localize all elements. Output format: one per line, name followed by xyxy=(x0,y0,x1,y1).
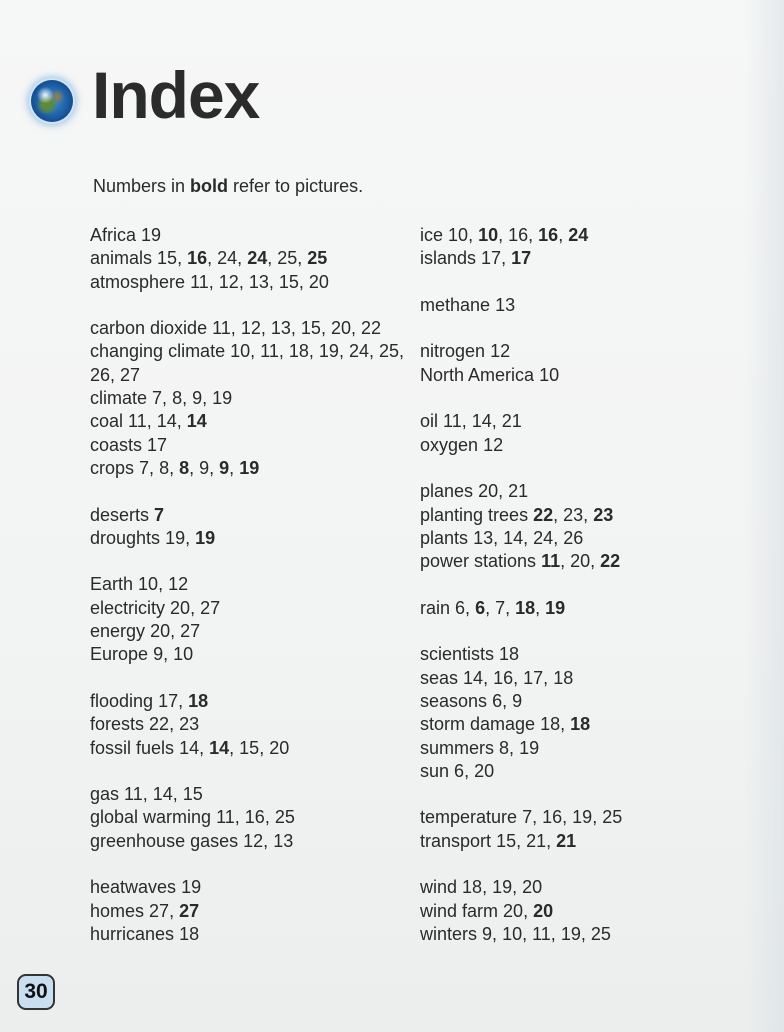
index-term: planting trees xyxy=(420,504,529,525)
page-ref: 14 xyxy=(503,527,524,548)
page-ref: 22 xyxy=(149,714,170,735)
index-entry: temperature 7, 16, 19, 25 xyxy=(420,807,623,828)
index-term: Earth xyxy=(90,574,134,595)
page-ref: 12 xyxy=(483,434,504,455)
page-ref: 8 xyxy=(159,457,170,478)
page-ref: 7 xyxy=(152,388,163,409)
index-term: atmosphere xyxy=(90,271,186,292)
page-ref: 9 xyxy=(512,690,523,711)
index-term: deserts xyxy=(90,504,150,525)
index-entry: carbon dioxide 11, 12, 13, 15, 20, 22 xyxy=(90,318,382,339)
page-ref: 15 xyxy=(239,737,260,758)
page-ref: 24 xyxy=(533,527,554,548)
page-ref: 20 xyxy=(503,900,524,921)
index-letter-group xyxy=(420,806,622,853)
index-term: methane xyxy=(420,294,491,315)
index-term: energy xyxy=(90,621,146,642)
index-entry: greenhouse gases 12, 13 xyxy=(90,830,294,851)
picture-page-ref: 14 xyxy=(186,411,207,432)
index-letter-group xyxy=(420,340,622,387)
page-ref: 18 xyxy=(179,923,200,944)
index-term: hurricanes xyxy=(90,923,175,944)
index-letter-group xyxy=(90,504,420,551)
page-ref: 17 xyxy=(523,667,544,688)
page-ref: 19 xyxy=(212,388,233,409)
index-entry: electricity 20, 27 xyxy=(90,597,221,618)
page-ref: 18 xyxy=(462,877,483,898)
index-letter-group xyxy=(420,643,622,783)
page-ref: 25 xyxy=(277,248,298,269)
index-entry: ice 10, 10, 16, 16, 24 xyxy=(420,225,589,245)
page-ref: 15 xyxy=(278,271,299,292)
page-ref: 16 xyxy=(508,225,529,245)
picture-page-ref: 22 xyxy=(600,551,621,572)
page-ref: 10 xyxy=(230,341,251,362)
page-ref: 27 xyxy=(180,621,201,642)
index-term: sun xyxy=(420,760,450,781)
picture-page-ref: 10 xyxy=(478,225,499,245)
picture-page-ref: 25 xyxy=(307,248,328,269)
page-ref: 15 xyxy=(300,318,321,339)
index-term: changing climate xyxy=(90,341,226,362)
picture-page-ref: 18 xyxy=(515,597,536,618)
page-ref: 20 xyxy=(330,318,351,339)
picture-page-ref: 23 xyxy=(593,504,614,525)
page-ref: 16 xyxy=(542,807,563,828)
index-entry: global warming 11, 16, 25 xyxy=(90,807,295,828)
page-ref: 15 xyxy=(157,248,178,269)
page-ref: 6 xyxy=(455,597,466,618)
page-ref: 20 xyxy=(170,597,191,618)
picture-page-ref: 16 xyxy=(538,225,559,245)
index-term: crops xyxy=(90,457,135,478)
index-column-right xyxy=(420,224,622,970)
page-ref: 7 xyxy=(139,457,150,478)
page-ref: 9 xyxy=(153,644,164,665)
index-entry: homes 27, 27 xyxy=(90,900,200,921)
index-letter-group xyxy=(420,294,622,317)
page-ref: 11 xyxy=(216,807,235,828)
page-ref: 14 xyxy=(156,411,177,432)
page-ref: 19 xyxy=(165,527,186,548)
page-ref: 21 xyxy=(526,830,547,851)
index-entry xyxy=(420,364,622,387)
index-term: transport xyxy=(420,830,492,851)
index-entry: droughts 19, 19 xyxy=(90,527,216,548)
picture-page-ref: 19 xyxy=(239,457,260,478)
page-ref: 11 xyxy=(532,923,551,944)
index-letter-group xyxy=(420,597,622,620)
page-ref: 11 xyxy=(212,318,231,339)
index-entry xyxy=(420,434,622,457)
page-ref: 25 xyxy=(590,923,611,944)
page-ref: 10 xyxy=(138,574,159,595)
page-ref: 12 xyxy=(168,574,189,595)
page-ref: 20 xyxy=(522,877,543,898)
index-term: coal xyxy=(90,411,124,432)
index-term: plants xyxy=(420,527,469,548)
index-term: coasts xyxy=(90,434,143,455)
page-ref: 20 xyxy=(474,760,495,781)
index-term: global warming xyxy=(90,807,212,828)
index-term: oil xyxy=(420,411,439,432)
index-entry: power stations 11, 20, 22 xyxy=(420,551,621,572)
index-term: storm damage xyxy=(420,714,536,735)
index-entry: islands 17, 17 xyxy=(420,248,532,269)
page-ref: 25 xyxy=(274,807,295,828)
index-letter-group xyxy=(420,224,622,271)
page-ref: 18 xyxy=(540,714,561,735)
index-term: climate xyxy=(90,388,148,409)
index-entry: wind 18, 19, 20 xyxy=(420,877,543,898)
index-term: ice xyxy=(420,225,444,245)
index-intro xyxy=(93,176,363,197)
index-letter-group xyxy=(90,690,420,760)
index-letter-group xyxy=(420,480,622,573)
page-ref: 23 xyxy=(179,714,200,735)
index-entry: winters 9, 10, 11, 19, 25 xyxy=(420,923,611,944)
page-ref: 12 xyxy=(243,830,264,851)
index-term: carbon dioxide xyxy=(90,318,208,339)
index-letter-group xyxy=(420,876,622,946)
page-ref: 14 xyxy=(463,667,484,688)
page-ref: 13 xyxy=(473,527,494,548)
index-entry: planting trees 22, 23, 23 xyxy=(420,504,614,525)
index-term: North America xyxy=(420,364,535,385)
index-entry: Earth 10, 12 xyxy=(90,574,189,595)
index-entry: animals 15, 16, 24, 24, 25, 25 xyxy=(90,248,328,269)
page-ref: 11 xyxy=(443,411,462,432)
index-term: animals xyxy=(90,248,153,269)
page-ref: 11 xyxy=(124,784,143,805)
index-term: oxygen xyxy=(420,434,479,455)
page-ref: 13 xyxy=(273,830,294,851)
page-ref: 27 xyxy=(120,364,141,385)
page-ref: 7 xyxy=(495,597,506,618)
index-term: scientists xyxy=(420,644,495,665)
index-letter-group xyxy=(420,410,622,457)
index-term: seasons xyxy=(420,690,488,711)
index-entry xyxy=(420,340,622,363)
page-ref: 17 xyxy=(158,690,179,711)
picture-page-ref: 14 xyxy=(209,737,230,758)
page-ref: 13 xyxy=(248,271,269,292)
page-ref: 19 xyxy=(318,341,339,362)
intro-bold-word: bold xyxy=(190,176,229,196)
page-ref: 11 xyxy=(190,271,209,292)
page-ref: 10 xyxy=(448,225,469,245)
page-ref: 9 xyxy=(199,457,210,478)
index-term: wind farm xyxy=(420,900,499,921)
page-edge-shadow xyxy=(744,0,784,1032)
page-ref: 27 xyxy=(200,597,221,618)
picture-page-ref: 9 xyxy=(219,457,230,478)
page-ref: 20 xyxy=(308,271,329,292)
page-ref: 21 xyxy=(501,411,522,432)
index-letter-group xyxy=(90,783,420,853)
picture-page-ref: 11 xyxy=(541,551,561,572)
page-ref: 7 xyxy=(522,807,533,828)
index-entry: climate 7, 8, 9, 19 xyxy=(90,388,233,409)
page-ref: 8 xyxy=(499,737,510,758)
page-ref: 20 xyxy=(150,621,171,642)
index-entry: rain 6, 6, 7, 18, 19 xyxy=(420,597,566,618)
index-term: flooding xyxy=(90,690,154,711)
index-entry: summers 8, 19 xyxy=(420,737,540,758)
picture-page-ref: 21 xyxy=(556,830,577,851)
page-ref: 24 xyxy=(348,341,369,362)
index-term: islands xyxy=(420,248,477,269)
index-term: fossil fuels xyxy=(90,737,175,758)
page-ref: 23 xyxy=(563,504,584,525)
page-ref: 16 xyxy=(244,807,265,828)
page-ref: 14 xyxy=(471,411,492,432)
page-ref: 19 xyxy=(572,807,593,828)
page-ref: 19 xyxy=(519,737,540,758)
index-entry: gas 11, 14, 15 xyxy=(90,784,203,805)
intro-suffix: refer to pictures. xyxy=(228,176,364,196)
page-ref: 25 xyxy=(379,341,400,362)
page-ref: 15 xyxy=(496,830,517,851)
index-entry: transport 15, 21, 21 xyxy=(420,830,577,851)
index-entry: changing climate 10, 11, 18, 19, 24, 25, 26, 27 xyxy=(90,341,405,385)
page-ref: 19 xyxy=(141,225,162,245)
page-ref: 20 xyxy=(570,551,591,572)
intro-prefix: Numbers in xyxy=(93,176,191,196)
page-ref: 17 xyxy=(481,248,502,269)
page-ref: 22 xyxy=(361,318,382,339)
index-term: droughts xyxy=(90,527,161,548)
page-ref: 8 xyxy=(172,388,183,409)
index-entry xyxy=(90,923,420,946)
page-ref: 17 xyxy=(147,434,168,455)
page-ref: 9 xyxy=(482,923,493,944)
index-term: wind xyxy=(420,877,458,898)
index-term: forests xyxy=(90,714,145,735)
index-entry: coal 11, 14, 14 xyxy=(90,411,207,432)
picture-page-ref: 18 xyxy=(570,714,591,735)
page-ref: 19 xyxy=(181,877,202,898)
index-entry: energy 20, 27 xyxy=(90,621,201,642)
index-entry: flooding 17, 18 xyxy=(90,690,209,711)
index-term: nitrogen xyxy=(420,341,486,362)
picture-page-ref: 24 xyxy=(568,225,589,245)
index-entry xyxy=(420,643,622,666)
page-ref: 18 xyxy=(499,644,520,665)
page-ref: 25 xyxy=(602,807,623,828)
index-entry: oil 11, 14, 21 xyxy=(420,411,522,432)
picture-page-ref: 22 xyxy=(533,504,554,525)
page-ref: 20 xyxy=(478,481,499,502)
index-entry xyxy=(420,294,622,317)
page-ref: 12 xyxy=(218,271,239,292)
page-ref: 15 xyxy=(182,784,203,805)
page-ref: 26 xyxy=(563,527,584,548)
index-term: rain xyxy=(420,597,451,618)
page-ref: 19 xyxy=(560,923,581,944)
index-term: winters xyxy=(420,923,478,944)
page-ref: 19 xyxy=(492,877,513,898)
index-entry xyxy=(90,876,420,899)
page-ref: 21 xyxy=(508,481,529,502)
page-ref: 12 xyxy=(240,318,261,339)
picture-page-ref: 19 xyxy=(195,527,216,548)
page-ref: 18 xyxy=(288,341,309,362)
index-entry: planes 20, 21 xyxy=(420,481,529,502)
index-entry: fossil fuels 14, 14, 15, 20 xyxy=(90,737,290,758)
page-ref: 10 xyxy=(502,923,523,944)
picture-page-ref: 18 xyxy=(188,690,209,711)
page-ref: 20 xyxy=(269,737,290,758)
index-entry: plants 13, 14, 24, 26 xyxy=(420,527,584,548)
index-letter-group xyxy=(90,876,420,946)
index-entry xyxy=(90,224,420,247)
picture-page-ref: 20 xyxy=(533,900,554,921)
page-ref: 18 xyxy=(553,667,574,688)
page-ref: 13 xyxy=(270,318,291,339)
globe-icon xyxy=(31,80,73,122)
page-ref: 14 xyxy=(152,784,173,805)
page-ref: 14 xyxy=(179,737,200,758)
picture-page-ref: 7 xyxy=(154,504,165,525)
page-number-badge: 30 xyxy=(17,974,55,1010)
index-term: power stations xyxy=(420,551,537,572)
index-entry: crops 7, 8, 8, 9, 9, 19 xyxy=(90,457,260,478)
index-entry: atmosphere 11, 12, 13, 15, 20 xyxy=(90,271,329,292)
index-term: Africa xyxy=(90,225,137,245)
index-term: seas xyxy=(420,667,459,688)
index-term: greenhouse gases xyxy=(90,830,239,851)
picture-page-ref: 19 xyxy=(545,597,566,618)
index-term: homes xyxy=(90,900,145,921)
index-entry: seas 14, 16, 17, 18 xyxy=(420,667,574,688)
index-entry xyxy=(90,434,420,457)
index-column-left xyxy=(90,224,420,970)
page-ref: 12 xyxy=(490,341,511,362)
page-ref: 10 xyxy=(539,364,560,385)
index-letter-group xyxy=(90,224,420,294)
page-ref: 10 xyxy=(173,644,194,665)
page-ref: 27 xyxy=(149,900,170,921)
index-term: summers xyxy=(420,737,495,758)
page-ref: 6 xyxy=(492,690,503,711)
page-ref: 6 xyxy=(454,760,465,781)
index-entry: wind farm 20, 20 xyxy=(420,900,554,921)
index-term: planes xyxy=(420,481,474,502)
index-entry: Europe 9, 10 xyxy=(90,644,194,665)
index-entry: sun 6, 20 xyxy=(420,760,495,781)
picture-page-ref: 27 xyxy=(179,900,200,921)
index-term: temperature xyxy=(420,807,518,828)
index-entry: seasons 6, 9 xyxy=(420,690,523,711)
page-ref: 11 xyxy=(260,341,279,362)
index-term: electricity xyxy=(90,597,166,618)
page-ref: 26 xyxy=(90,364,111,385)
page-ref: 16 xyxy=(493,667,514,688)
page-ref: 9 xyxy=(192,388,203,409)
page-ref: 24 xyxy=(217,248,238,269)
index-letter-group xyxy=(90,573,420,666)
picture-page-ref: 8 xyxy=(179,457,190,478)
index-entry xyxy=(90,504,420,527)
picture-page-ref: 17 xyxy=(511,248,532,269)
page-ref: 13 xyxy=(495,294,516,315)
index-letter-group xyxy=(90,317,420,480)
page-title: Index xyxy=(92,58,260,132)
index-term: Europe xyxy=(90,644,149,665)
index-term: heatwaves xyxy=(90,877,177,898)
picture-page-ref: 6 xyxy=(475,597,486,618)
index-entry: forests 22, 23 xyxy=(90,714,200,735)
picture-page-ref: 24 xyxy=(247,248,268,269)
page-ref: 11 xyxy=(128,411,147,432)
index-term: gas xyxy=(90,784,120,805)
picture-page-ref: 16 xyxy=(187,248,208,269)
index-entry: storm damage 18, 18 xyxy=(420,714,591,735)
